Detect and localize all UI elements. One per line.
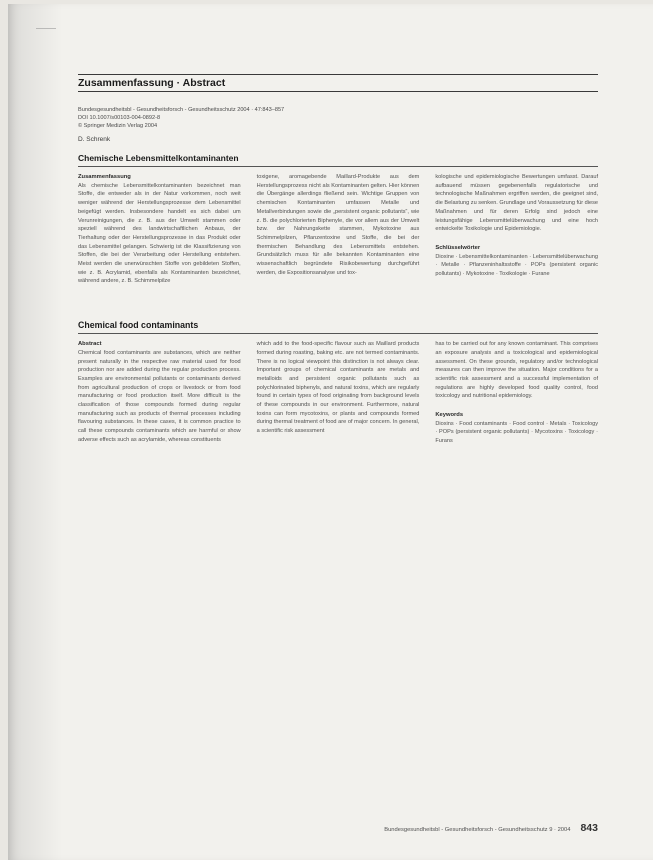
biblio-copyright: © Springer Medizin Verlag 2004 (78, 123, 158, 129)
english-article-title: Chemical food contaminants (78, 320, 598, 334)
english-keywords-heading: Keywords (435, 412, 464, 419)
german-column-3 (435, 173, 598, 286)
german-abstract-heading: Zusammenfassung (78, 174, 131, 180)
biblio-citation: Bundesgesundheitsbl - Gesundheitsforsch - Gesundheitsschutz 2004 · 47:843–857 (78, 107, 285, 113)
scanned-page (8, 4, 653, 860)
german-keywords-heading: Schlüsselwörter (435, 244, 481, 251)
bibliographic-info (78, 106, 598, 130)
english-abstract-columns (78, 340, 598, 446)
german-abstract-text-3: kologische und epidemiologische Bewertungen umfasst. Darauf aufbauend müssen gegebenenfalls regulatorische und technologische Maßnahmen ergriffen werden, die geeignet sind, die Belastung zu senken. Grundlage und Voraussetzung für diese Maßnahmen und für deren Erfolg sind jedoch eine leistungsfähige Lebensmittelüberwachung und eine hoch entwickelte Toxikologie und Epidemiologie. (435, 174, 599, 233)
scan-corner-mark (36, 28, 56, 43)
scan-edge-shadow (8, 4, 62, 860)
page-number: 843 (580, 822, 598, 834)
english-column-1 (78, 340, 241, 446)
german-column-1 (78, 173, 241, 286)
english-abstract-heading: Abstract (78, 341, 102, 348)
author-name: D. Schrenk (78, 136, 111, 143)
biblio-doi: DOI 10.1007/s00103-004-0892-8 (78, 115, 161, 121)
german-keywords: Dioxine · Lebensmittelkontaminanten · Lebensmittelüberwachung · Metalle · Pflanzeninhaltsstoffe · POPs (persistent organic pollutants) · Mykotoxine · Toxikologie · Furane (435, 253, 599, 278)
footer-journal: Bundesgesundheitsbl - Gesundheitsforsch - Gesundheitsschutz 9 · 2004 (384, 827, 571, 833)
german-article-title: Chemische Lebensmittelkontaminanten (78, 153, 598, 167)
english-abstract-text-1: Chemical food contaminants are substances, which are neither present naturally in the respective raw material used for food production nor are added during the regular production process. Examples are environmental pollutants or contaminants derived from agricultural production of crops or livestock or from food manufacturing or food production itself. More difficult is the classification of those compounds formed during regular manufacturing such as products of thermal processes including flavouring substances. In these cases, it is common practice to call these compounds contaminants which are harmful or show adverse effects such as acrylamide, whereas constituents (78, 349, 241, 443)
english-abstract-text-3: has to be carried out for any known contaminant. This comprises an exposure analysis and a toxicological and epidemiological assessment. On these grounds, regulatory and/or technological measures can then improve the situation. Major conditions for a scientific risk assessment and a successful implementation of regulations are highly developed food quality control, food toxicology and nutritional epidemiology. (435, 341, 599, 400)
english-column-2 (257, 340, 420, 446)
english-abstract-text-2: which add to the food-specific flavour such as Maillard products formed during roasting, baking etc. are not termed contaminants. There is no logical viewpoint this distinction is not always clear. Important groups of chemical contaminants are metals and metalloids and persistent organic pollutants such as polychlorinated biphenyls, and natural toxins, which are regularly found in certain types of food originating from background levels of these compounds in our environment. Furthermore, natural toxins can form mycotoxins, or plants and compounds formed during thermal treatment of food are of major concern. In general, a scientific risk assessment (256, 341, 420, 435)
german-abstract-text-2: toxigene, aromagebende Maillard-Produkte aus dem Herstellungsprozess nicht als Kontaminanten gelten. Hier können die Übergänge allerdings fließend sein. Wichtige Gruppen von chemischen Kontaminanten umfassen Metalle und Metallverbindungen sowie die „persistent organic pollutants“, wie z. B. die polychlorierten Biphenyle, die vor allem aus der Umwelt bzw. der Nahrungskette stammen, Mykotoxine aus Schimmelpilzen, Pflanzentoxine und Stoffe, die bei der thermischen Behandlung des Lebensmittels entstehen. Grundsätzlich muss für alle bekannten Kontaminanten eine wissenschaftlich begründete Risikobewertung durchgeführt werden, die Expositionsanalyse und tox- (256, 174, 420, 276)
page-footer (78, 822, 598, 834)
english-keywords: Dioxins · Food contaminants · Food control · Metals · Toxicology · POPs (persistent organic pollutants) · Mycotoxins · Toxicology · Furans (435, 420, 599, 445)
page-content (78, 74, 598, 446)
german-column-2 (257, 173, 420, 286)
german-abstract-text-1: Als chemische Lebensmittelkontaminanten bezeichnet man Stoffe, die entweder als in der Natur vorkommen, noch weit weniger während der Herstellungsprozesse dem Lebensmittel beigefügt werden. Insbesondere handelt es sich dabei um Verunreinigungen, die z. B. aus der Umwelt stammen oder speziell während des landwirtschaftlichen Anbaus, der Tierhaltung oder der Herstellungsprozesse in das Produkt oder das Lebensmittel gelangen. Schwierig ist die Klassifizierung von Stoffen, die bei der Verarbeitung oder Herstellung entstehen. Meist werden die unerwünschten Stoffe von gebildeten Stoffen, wie z. B. Acrylamid, ebenfalls als Kontaminanten bezeichnet, während andere, z. B. Schimmelpilze (78, 182, 241, 285)
section-header: Zusammenfassung · Abstract (78, 74, 598, 92)
german-abstract-columns (78, 173, 598, 286)
english-column-3 (435, 340, 598, 446)
